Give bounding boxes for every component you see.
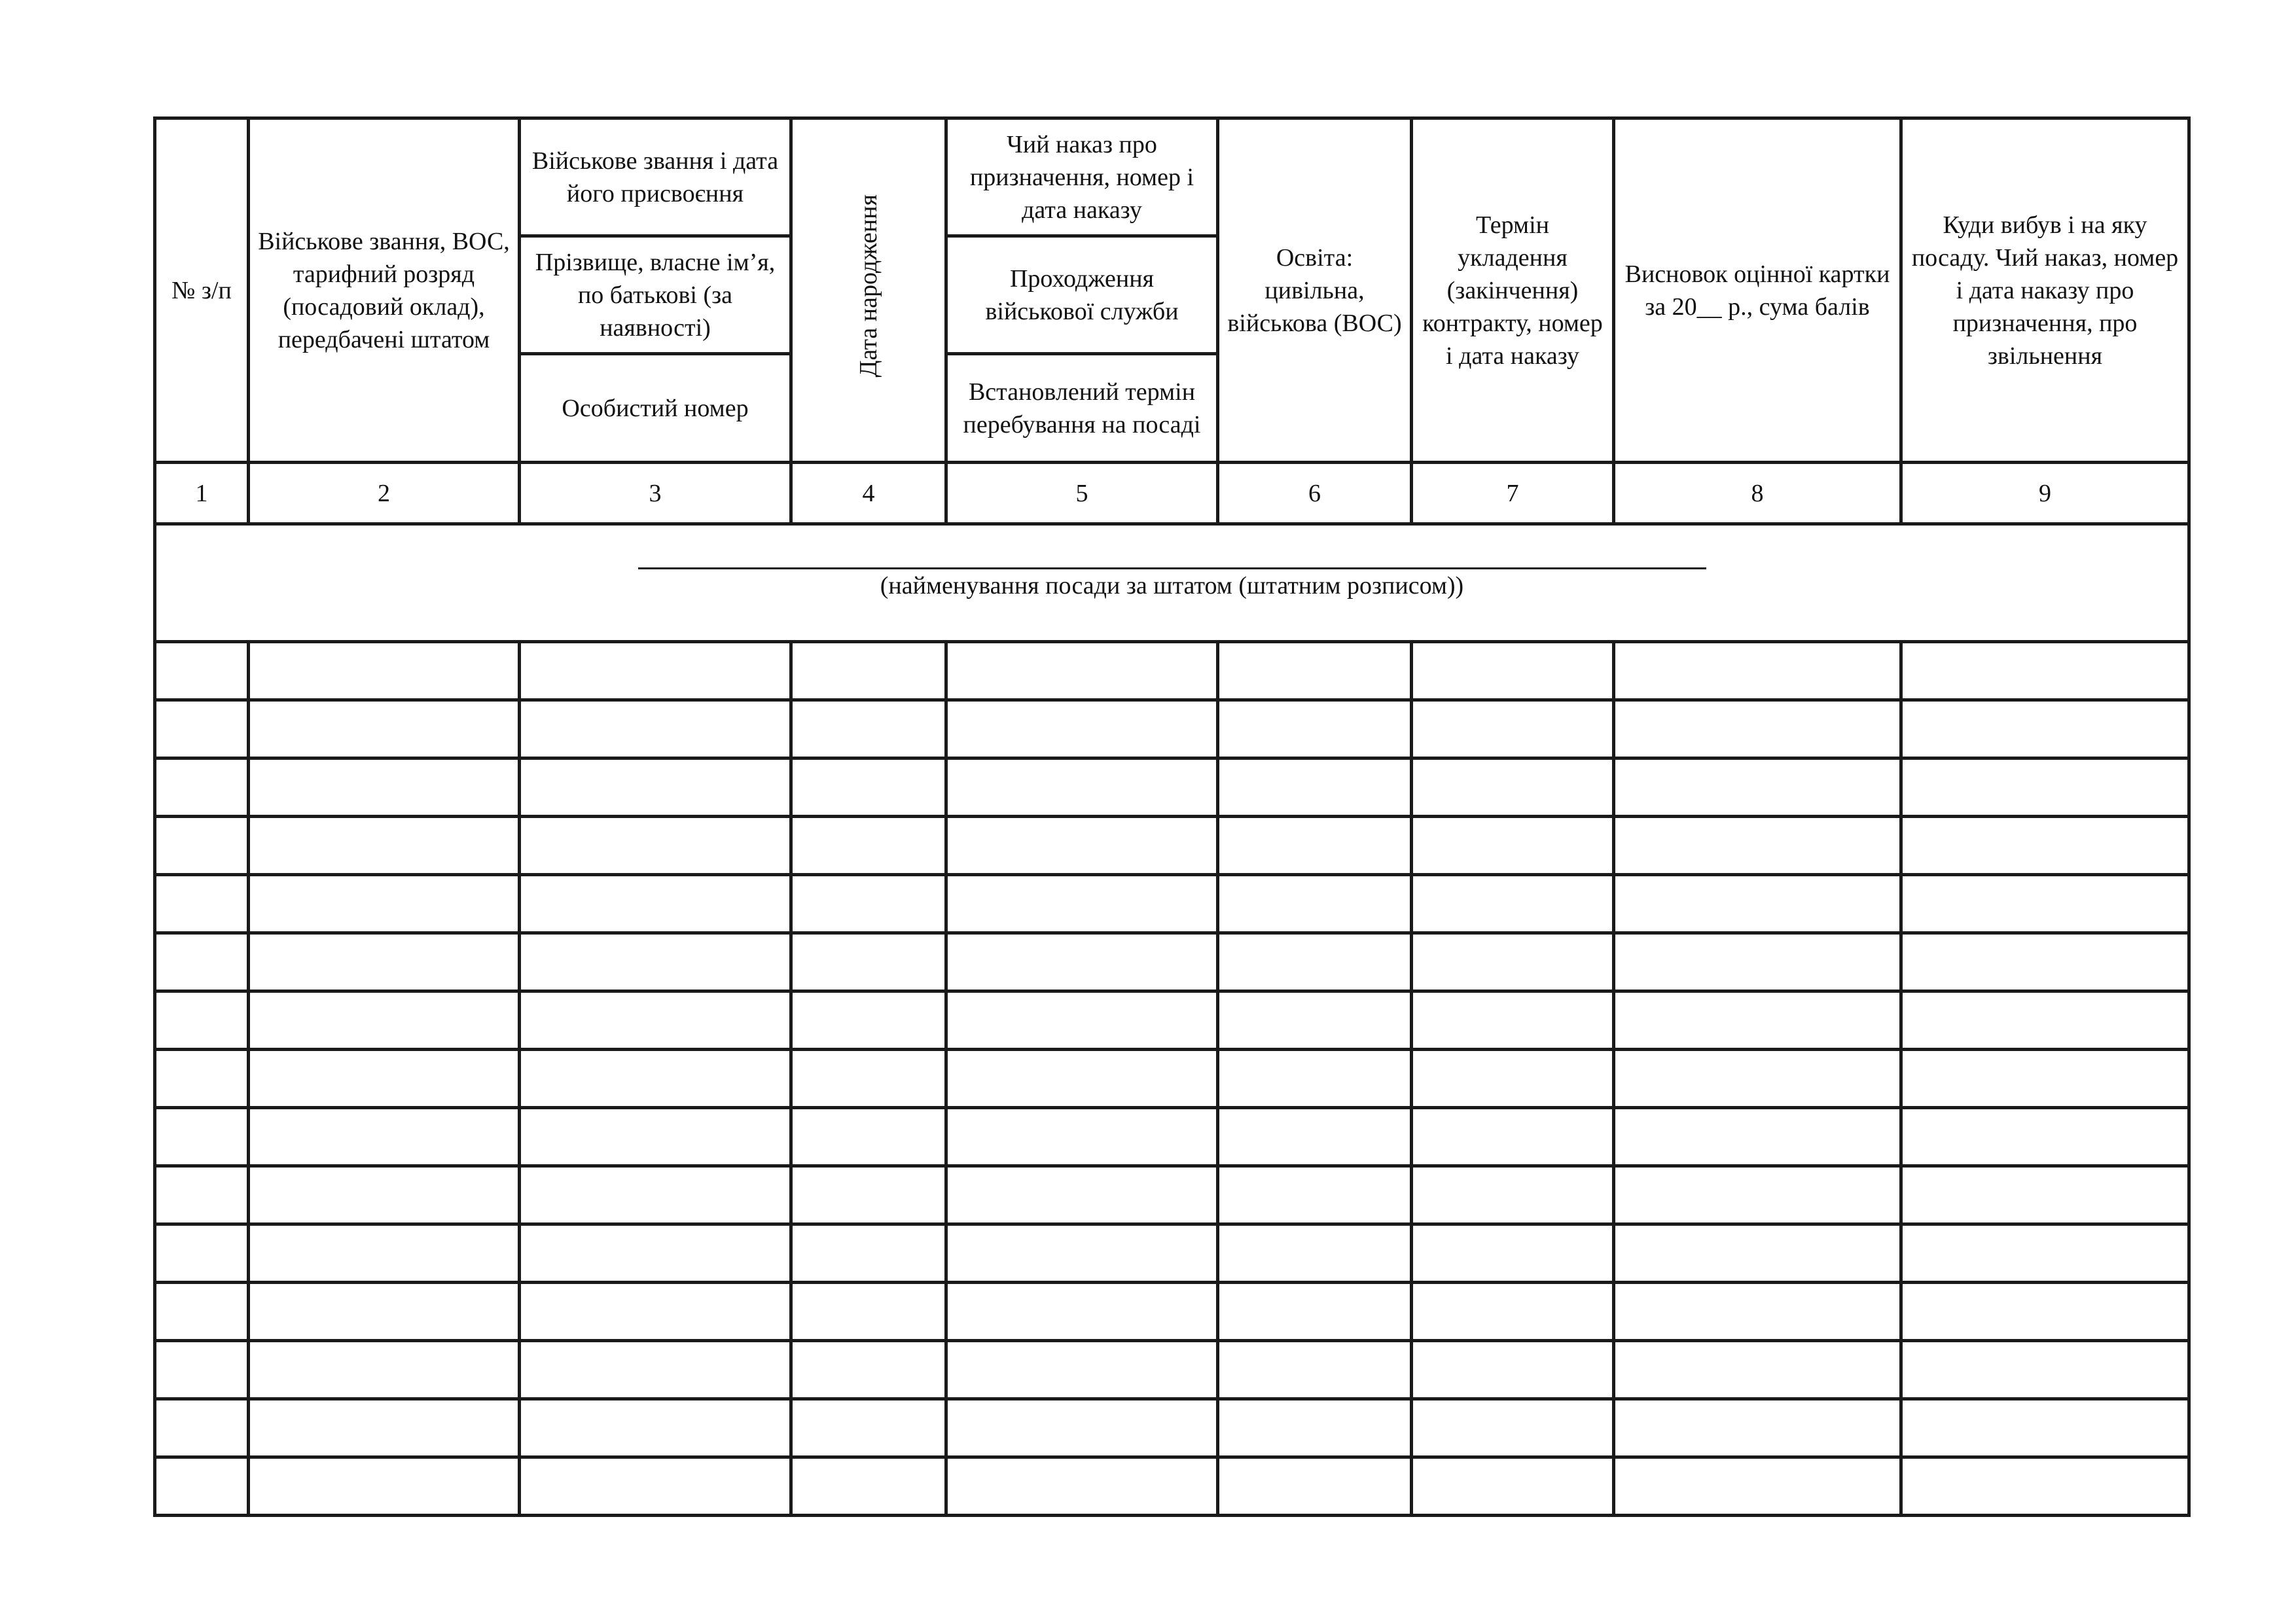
table-cell[interactable] — [249, 1341, 520, 1399]
table-cell[interactable] — [1218, 1341, 1412, 1399]
table-cell[interactable] — [791, 817, 946, 875]
table-cell[interactable] — [155, 1457, 249, 1516]
header-personal-number: Особистий номер — [520, 354, 791, 463]
table-cell[interactable] — [520, 933, 791, 991]
table-cell[interactable] — [791, 642, 946, 700]
table-cell[interactable] — [1412, 1399, 1614, 1457]
table-cell[interactable] — [520, 758, 791, 817]
table-cell[interactable] — [946, 1224, 1218, 1283]
table-cell[interactable] — [520, 1224, 791, 1283]
table-row — [155, 642, 2189, 700]
table-cell[interactable] — [946, 1108, 1218, 1166]
table-cell[interactable] — [791, 1108, 946, 1166]
table-cell[interactable] — [1901, 1050, 2189, 1108]
table-cell[interactable] — [1614, 991, 1901, 1050]
table-cell[interactable] — [520, 1341, 791, 1399]
table-cell[interactable] — [155, 1283, 249, 1341]
column-number: 7 — [1412, 463, 1614, 524]
table-cell[interactable] — [249, 700, 520, 758]
table-cell[interactable] — [1412, 875, 1614, 933]
table-cell[interactable] — [1901, 991, 2189, 1050]
table-cell[interactable] — [249, 1166, 520, 1224]
table-cell[interactable] — [520, 991, 791, 1050]
table-cell[interactable] — [1412, 817, 1614, 875]
table-row — [155, 1283, 2189, 1341]
table-cell[interactable] — [1614, 1283, 1901, 1341]
table-cell[interactable] — [1614, 817, 1901, 875]
table-cell[interactable] — [155, 933, 249, 991]
column-number: 4 — [791, 463, 946, 524]
table-cell[interactable] — [520, 700, 791, 758]
table-cell[interactable] — [1412, 1108, 1614, 1166]
table-cell[interactable] — [1614, 1108, 1901, 1166]
table-cell[interactable] — [1412, 933, 1614, 991]
table-cell[interactable] — [1614, 875, 1901, 933]
table-cell[interactable] — [249, 1224, 520, 1283]
table-cell[interactable] — [249, 875, 520, 933]
table-cell[interactable] — [1614, 1224, 1901, 1283]
table-row — [155, 875, 2189, 933]
table-cell[interactable] — [791, 758, 946, 817]
table-row — [155, 1399, 2189, 1457]
table-cell[interactable] — [1218, 1108, 1412, 1166]
table-cell[interactable] — [249, 817, 520, 875]
table-cell[interactable] — [791, 991, 946, 1050]
table-cell[interactable] — [1901, 1108, 2189, 1166]
table-cell[interactable] — [946, 817, 1218, 875]
table-cell[interactable] — [1901, 933, 2189, 991]
table-cell[interactable] — [1412, 1224, 1614, 1283]
table-cell[interactable] — [249, 758, 520, 817]
table-cell[interactable] — [249, 1108, 520, 1166]
personnel-register-table — [153, 116, 2191, 1517]
table-cell[interactable] — [1614, 1399, 1901, 1457]
header-departure-info: Куди вибув і на яку посаду. Чий наказ, номер і дата наказу про призначення, про звільнення — [1901, 118, 2189, 463]
table-cell[interactable] — [1901, 1224, 2189, 1283]
table-cell[interactable] — [791, 1224, 946, 1283]
table-cell[interactable] — [1412, 1341, 1614, 1399]
table-cell[interactable] — [946, 1166, 1218, 1224]
table-cell[interactable] — [1901, 1283, 2189, 1341]
header-birth-date — [791, 118, 946, 463]
table-cell[interactable] — [1218, 817, 1412, 875]
table-cell[interactable] — [155, 1341, 249, 1399]
table-cell[interactable] — [1614, 1341, 1901, 1399]
table-cell[interactable] — [155, 642, 249, 700]
table-row — [155, 817, 2189, 875]
table-row — [155, 1341, 2189, 1399]
table-cell[interactable] — [946, 1399, 1218, 1457]
table-cell[interactable] — [155, 817, 249, 875]
table-cell[interactable] — [1901, 700, 2189, 758]
table-cell[interactable] — [155, 700, 249, 758]
table-cell[interactable] — [155, 758, 249, 817]
table-cell[interactable] — [1901, 1341, 2189, 1399]
table-cell[interactable] — [1614, 642, 1901, 700]
table-cell[interactable] — [155, 1050, 249, 1108]
table-cell[interactable] — [946, 700, 1218, 758]
table-row — [155, 1166, 2189, 1224]
header-evaluation-conclusion: Висновок оцінної картки за 20__ р., сума балів — [1614, 118, 1901, 463]
table-cell[interactable] — [1412, 1283, 1614, 1341]
table-cell[interactable] — [1614, 933, 1901, 991]
header-military-service: Проходження військової служби — [946, 236, 1218, 354]
column-number: 2 — [249, 463, 520, 524]
table-cell[interactable] — [946, 875, 1218, 933]
table-cell[interactable] — [1901, 1166, 2189, 1224]
table-cell[interactable] — [1412, 1166, 1614, 1224]
table-row — [155, 1050, 2189, 1108]
column-number: 5 — [946, 463, 1218, 524]
table-cell[interactable] — [1218, 1166, 1412, 1224]
table-cell[interactable] — [791, 1399, 946, 1457]
table-cell[interactable] — [791, 1457, 946, 1516]
table-cell[interactable] — [1218, 1050, 1412, 1108]
table-cell[interactable] — [249, 991, 520, 1050]
position-name-caption: (найменування посади за штатом (штатним розписом)) — [880, 572, 1464, 599]
table-cell[interactable] — [1614, 700, 1901, 758]
table-cell[interactable] — [1614, 1050, 1901, 1108]
table-cell[interactable] — [946, 991, 1218, 1050]
table-cell[interactable] — [1412, 1050, 1614, 1108]
table-cell[interactable] — [1218, 700, 1412, 758]
header-rank-voc-salary: Військове звання, ВОС, тарифний розряд (посадовий оклад), передбачені штатом — [249, 118, 520, 463]
table-cell[interactable] — [791, 1283, 946, 1341]
table-cell[interactable] — [520, 642, 791, 700]
table-cell[interactable] — [791, 1341, 946, 1399]
header-rank-and-date: Військове звання і дата його присвоєння — [520, 118, 791, 236]
table-cell[interactable] — [1901, 1457, 2189, 1516]
table-cell[interactable] — [1218, 758, 1412, 817]
table-cell[interactable] — [1901, 642, 2189, 700]
blank-rows — [155, 642, 2189, 1516]
column-number: 9 — [1901, 463, 2189, 524]
table-cell[interactable] — [946, 1341, 1218, 1399]
table-cell[interactable] — [791, 700, 946, 758]
header-full-name: Прізвище, власне ім’я, по батькові (за наявності) — [520, 236, 791, 354]
header-education: Освіта: цивільна, військова (ВОС) — [1218, 118, 1412, 463]
table-cell[interactable] — [249, 1050, 520, 1108]
table-cell[interactable] — [1614, 758, 1901, 817]
table-row — [155, 1108, 2189, 1166]
table-cell[interactable] — [1614, 1457, 1901, 1516]
table-row — [155, 991, 2189, 1050]
table-cell[interactable] — [520, 875, 791, 933]
table-cell[interactable] — [1614, 1166, 1901, 1224]
table-cell[interactable] — [1218, 875, 1412, 933]
column-number-row — [155, 463, 2189, 524]
table-cell[interactable] — [1218, 1283, 1412, 1341]
header-row-1 — [155, 118, 2189, 236]
table-row — [155, 758, 2189, 817]
table-cell[interactable] — [946, 1050, 1218, 1108]
table-row — [155, 700, 2189, 758]
position-name-cell — [155, 524, 2189, 642]
table-cell[interactable] — [1218, 991, 1412, 1050]
table-cell[interactable] — [249, 1457, 520, 1516]
table-cell[interactable] — [946, 642, 1218, 700]
table-cell[interactable] — [791, 933, 946, 991]
header-contract-term: Термін укладення (закінчення) контракту, номер і дата наказу — [1412, 118, 1614, 463]
table-cell[interactable] — [1412, 758, 1614, 817]
table-cell[interactable] — [1412, 700, 1614, 758]
table-row — [155, 1457, 2189, 1516]
table-cell[interactable] — [155, 1224, 249, 1283]
column-number: 6 — [1218, 463, 1412, 524]
column-number: 1 — [155, 463, 249, 524]
table-cell[interactable] — [1218, 642, 1412, 700]
table-cell[interactable] — [791, 1166, 946, 1224]
table-row — [155, 933, 2189, 991]
table-cell[interactable] — [1218, 933, 1412, 991]
table-cell[interactable] — [520, 1166, 791, 1224]
position-name-row — [155, 524, 2189, 642]
table-row — [155, 1224, 2189, 1283]
table-cell[interactable] — [520, 1283, 791, 1341]
table-cell[interactable] — [791, 1050, 946, 1108]
table-cell[interactable] — [520, 817, 791, 875]
table-cell[interactable] — [1901, 817, 2189, 875]
birth-date-label: Дата народження — [855, 194, 882, 378]
table-cell[interactable] — [155, 991, 249, 1050]
table-cell[interactable] — [249, 1399, 520, 1457]
table-cell[interactable] — [520, 1108, 791, 1166]
column-number: 8 — [1614, 463, 1901, 524]
table-cell[interactable] — [1412, 642, 1614, 700]
table-cell[interactable] — [1901, 875, 2189, 933]
table-cell[interactable] — [791, 875, 946, 933]
table-cell[interactable] — [249, 1283, 520, 1341]
table-cell[interactable] — [155, 875, 249, 933]
table-cell[interactable] — [155, 1166, 249, 1224]
header-appointment-order: Чий наказ про призначення, номер і дата наказу — [946, 118, 1218, 236]
table-cell[interactable] — [946, 1457, 1218, 1516]
table-cell[interactable] — [1901, 1399, 2189, 1457]
table-cell[interactable] — [946, 758, 1218, 817]
table-cell[interactable] — [1412, 1457, 1614, 1516]
table-cell[interactable] — [249, 642, 520, 700]
table-cell[interactable] — [1901, 758, 2189, 817]
table-cell[interactable] — [1218, 1224, 1412, 1283]
table-cell[interactable] — [155, 1399, 249, 1457]
table-cell[interactable] — [1218, 1399, 1412, 1457]
table-cell[interactable] — [1218, 1457, 1412, 1516]
table-cell[interactable] — [520, 1399, 791, 1457]
table-cell[interactable] — [946, 1283, 1218, 1341]
table-cell[interactable] — [520, 1457, 791, 1516]
table-cell[interactable] — [155, 1108, 249, 1166]
header-term-in-position: Встановлений термін перебування на посаді — [946, 354, 1218, 463]
table-cell[interactable] — [1412, 991, 1614, 1050]
table-cell[interactable] — [249, 933, 520, 991]
table-cell[interactable] — [520, 1050, 791, 1108]
header-number: № з/п — [155, 118, 249, 463]
table-cell[interactable] — [946, 933, 1218, 991]
column-number: 3 — [520, 463, 791, 524]
